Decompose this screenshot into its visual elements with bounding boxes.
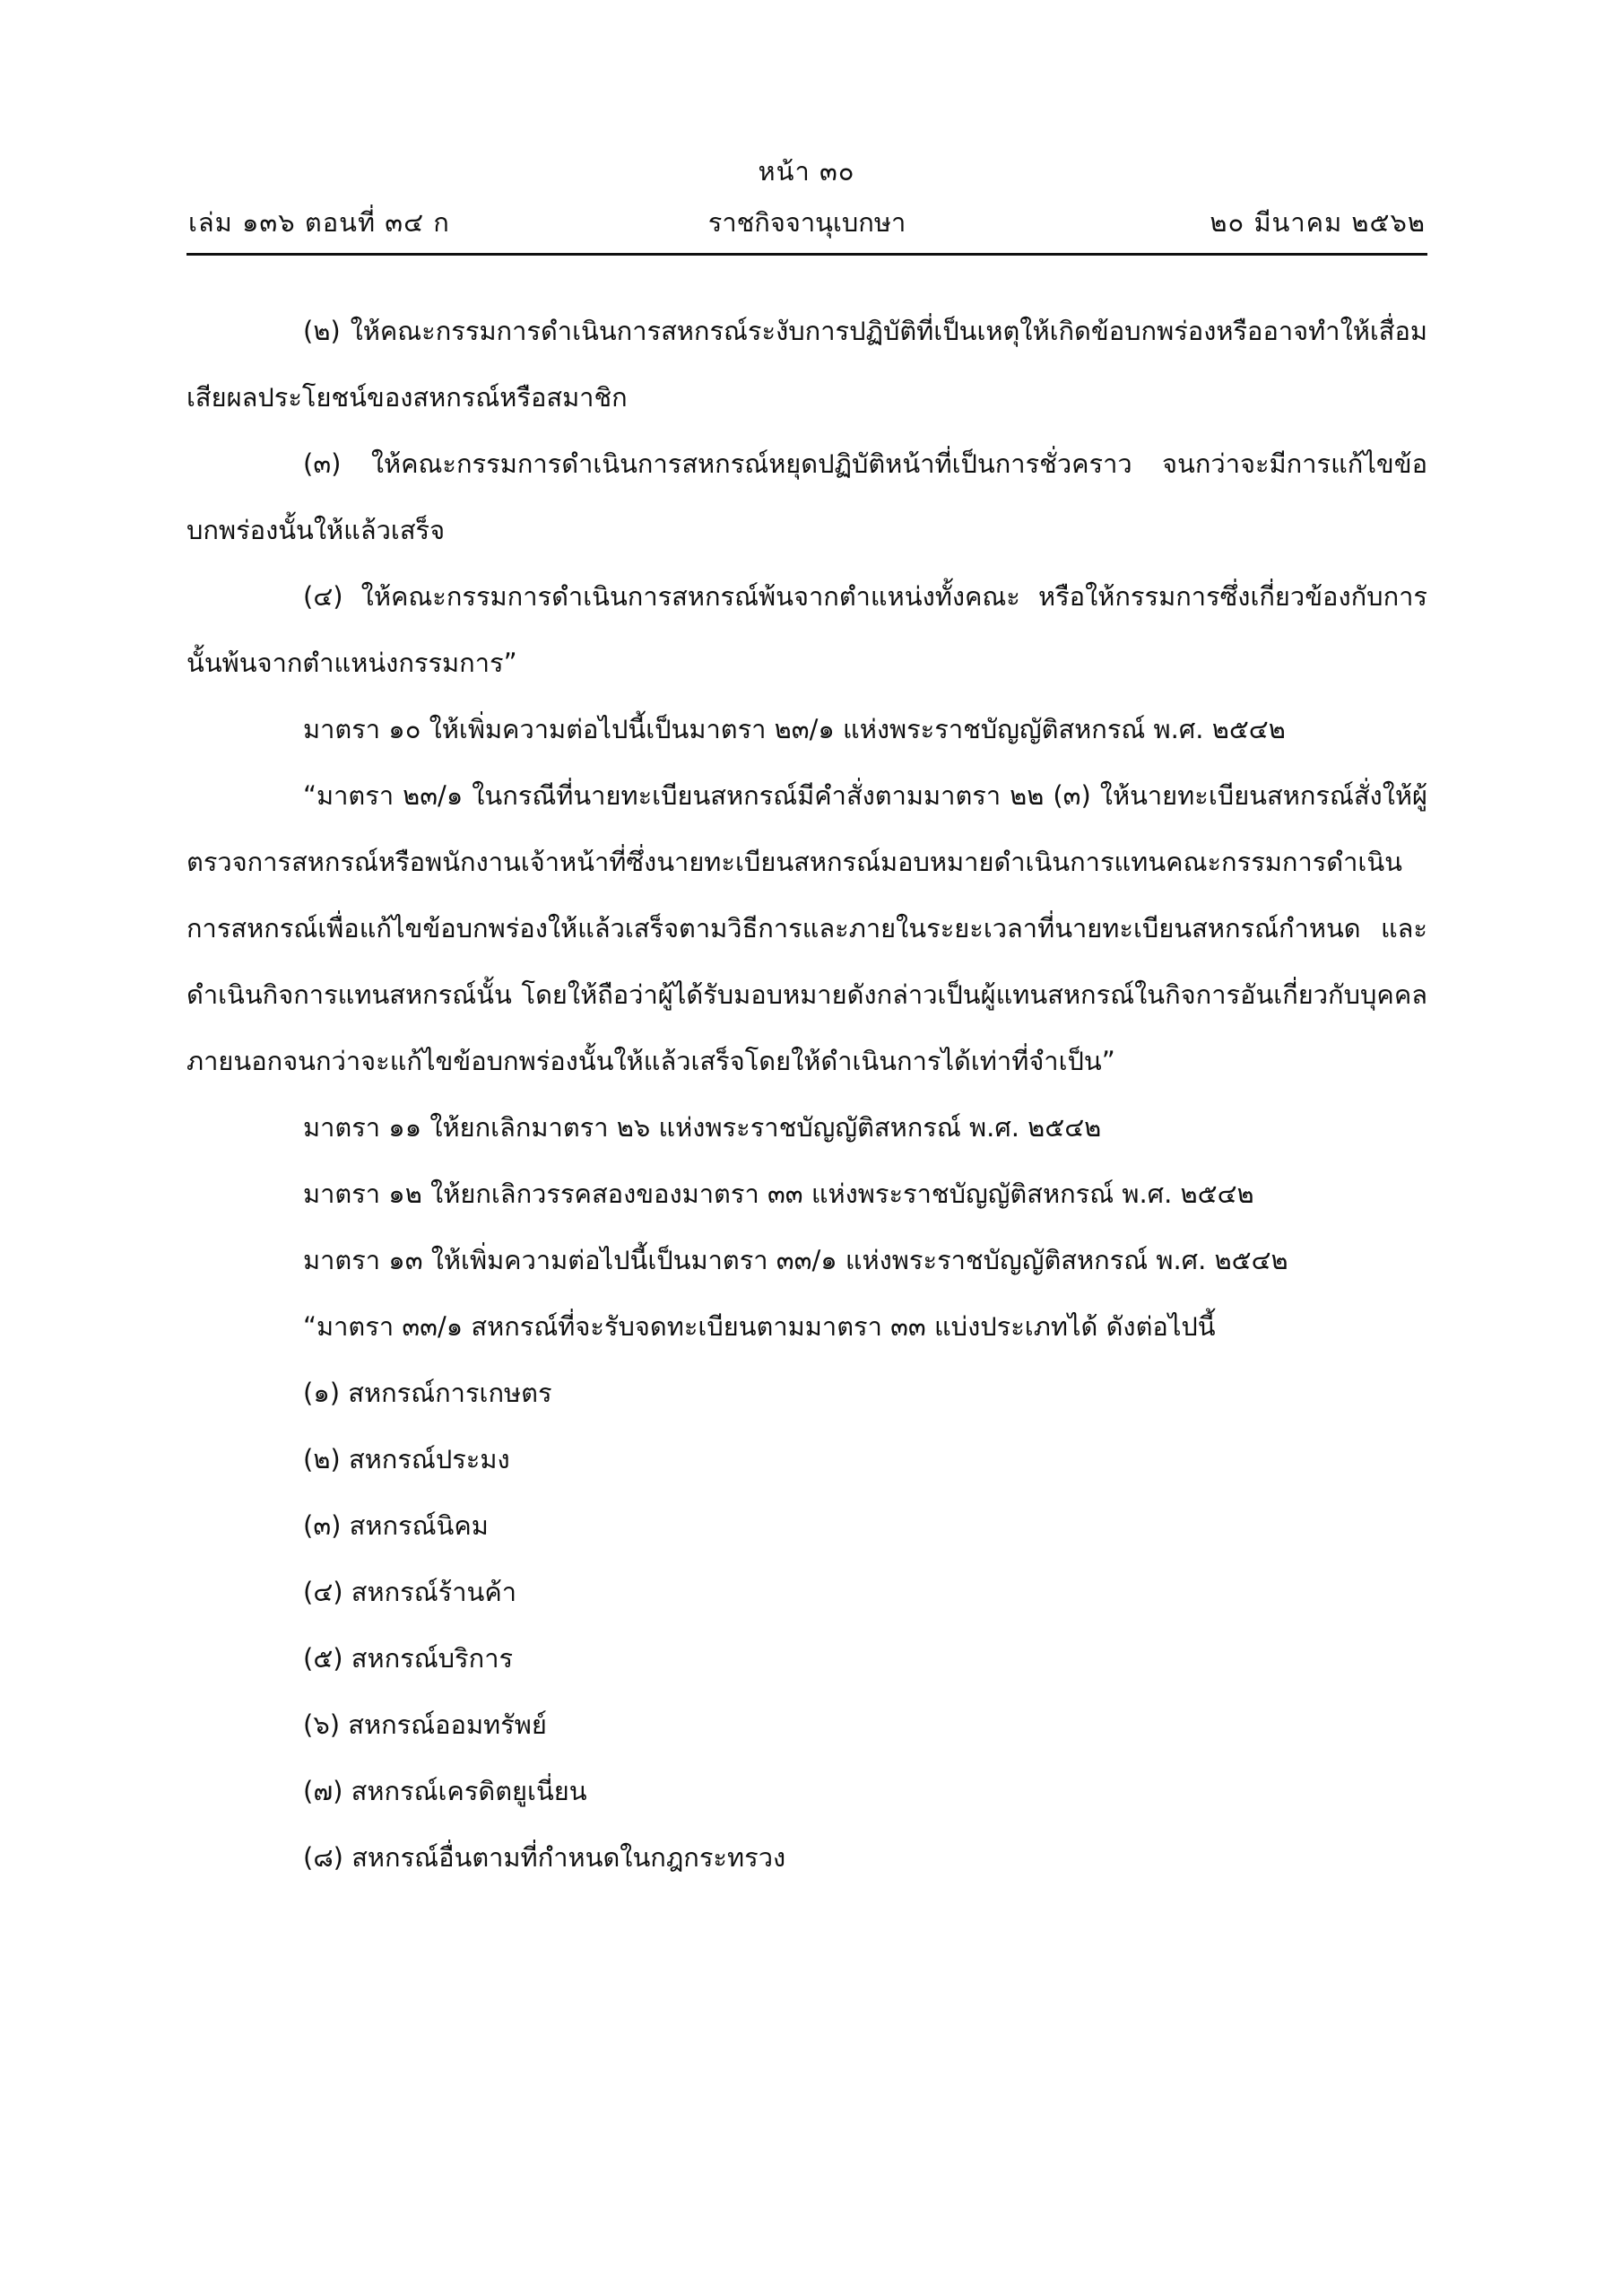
- section-23-1: “มาตรา ๒๓/๑ ในกรณีที่นายทะเบียนสหกรณ์มีคำสั่งตามมาตรา ๒๒ (๓) ให้นายทะเบียนสหกรณ์สั่งให้ผู้ตรวจการสหกรณ์หรือพนักงานเจ้าหน้าที่ซึ่งนายทะเบียนสหกรณ์มอบหมายดำเนินการแทนคณะกรรมการดำเนินการสหกรณ์เพื่อแก้ไขข้อบกพร่องให้แล้วเสร็จตามวิธีการและภายในระยะเวลาที่นายทะเบียนสหกรณ์กำหนด และดำเนินกิจการแทนสหกรณ์นั้น โดยให้ถือว่าผู้ได้รับมอบหมายดังกล่าวเป็นผู้แทนสหกรณ์ในกิจการอันเกี่ยวกับบุคคลภายนอกจนกว่าจะแก้ไขข้อบกพร่องนั้นให้แล้วเสร็จโดยให้ดำเนินการได้เท่าที่จำเป็น”: [186, 780, 1427, 1076]
- section-33-1: “มาตรา ๓๓/๑ สหกรณ์ที่จะรับจดทะเบียนตามมาตรา ๓๓ แบ่งประเภทได้ ดังต่อไปนี้: [303, 1311, 1216, 1342]
- list-item: (๓) สหกรณ์นิคม: [303, 1510, 489, 1541]
- list-item: (๔) สหกรณ์ร้านค้า: [303, 1577, 517, 1607]
- list-item: (๑) สหกรณ์การเกษตร: [303, 1378, 552, 1408]
- section-11: มาตรา ๑๑ ให้ยกเลิกมาตรา ๒๖ แห่งพระราชบัญญัติสหกรณ์ พ.ศ. ๒๕๔๒: [303, 1112, 1102, 1143]
- paragraph-clause-4: (๔) ให้คณะกรรมการดำเนินการสหกรณ์พ้นจากตำแหน่งทั้งคณะ หรือให้กรรมการซึ่งเกี่ยวข้องกับการนั้นพ้นจากตำแหน่งกรรมการ”: [186, 581, 1427, 678]
- paragraph-clause-2: (๒) ให้คณะกรรมการดำเนินการสหกรณ์ระงับการปฏิบัติที่เป็นเหตุให้เกิดข้อบกพร่องหรืออาจทำให้เสื่อมเสียผลประโยชน์ของสหกรณ์หรือสมาชิก: [186, 316, 1427, 413]
- paragraph-clause-3: (๓) ให้คณะกรรมการดำเนินการสหกรณ์หยุดปฏิบัติหน้าที่เป็นการชั่วคราว จนกว่าจะมีการแก้ไขข้อบกพร่องนั้นให้แล้วเสร็จ: [186, 448, 1427, 545]
- section-12: มาตรา ๑๒ ให้ยกเลิกวรรคสองของมาตรา ๓๓ แห่งพระราชบัญญัติสหกรณ์ พ.ศ. ๒๕๔๒: [303, 1178, 1254, 1209]
- page-number: หน้า ๓๐: [758, 156, 855, 187]
- cooperative-types-list: [186, 1360, 1427, 1891]
- publication-name: ราชกิจจานุเบกษา: [707, 207, 906, 238]
- list-item: (๗) สหกรณ์เครดิตยูเนี่ยน: [303, 1776, 587, 1806]
- list-item: (๘) สหกรณ์อื่นตามที่กำหนดในกฎกระทรวง: [303, 1842, 786, 1873]
- publication-date: ๒๐ มีนาคม ๒๕๖๒: [1210, 207, 1426, 238]
- list-item: (๒) สหกรณ์ประมง: [303, 1444, 510, 1474]
- list-item: (๕) สหกรณ์บริการ: [303, 1643, 514, 1674]
- header-rule: [186, 253, 1427, 256]
- list-item: (๖) สหกรณ์ออมทรัพย์: [303, 1709, 547, 1740]
- volume-issue: เล่ม ๑๓๖ ตอนที่ ๓๔ ก: [188, 207, 450, 238]
- section-13: มาตรา ๑๓ ให้เพิ่มความต่อไปนี้เป็นมาตรา ๓๓/๑ แห่งพระราชบัญญัติสหกรณ์ พ.ศ. ๒๕๔๒: [303, 1245, 1288, 1275]
- document-body: [186, 298, 1427, 1891]
- section-10: มาตรา ๑๐ ให้เพิ่มความต่อไปนี้เป็นมาตรา ๒๓/๑ แห่งพระราชบัญญัติสหกรณ์ พ.ศ. ๒๕๔๒: [303, 714, 1286, 744]
- running-header: [188, 202, 1426, 241]
